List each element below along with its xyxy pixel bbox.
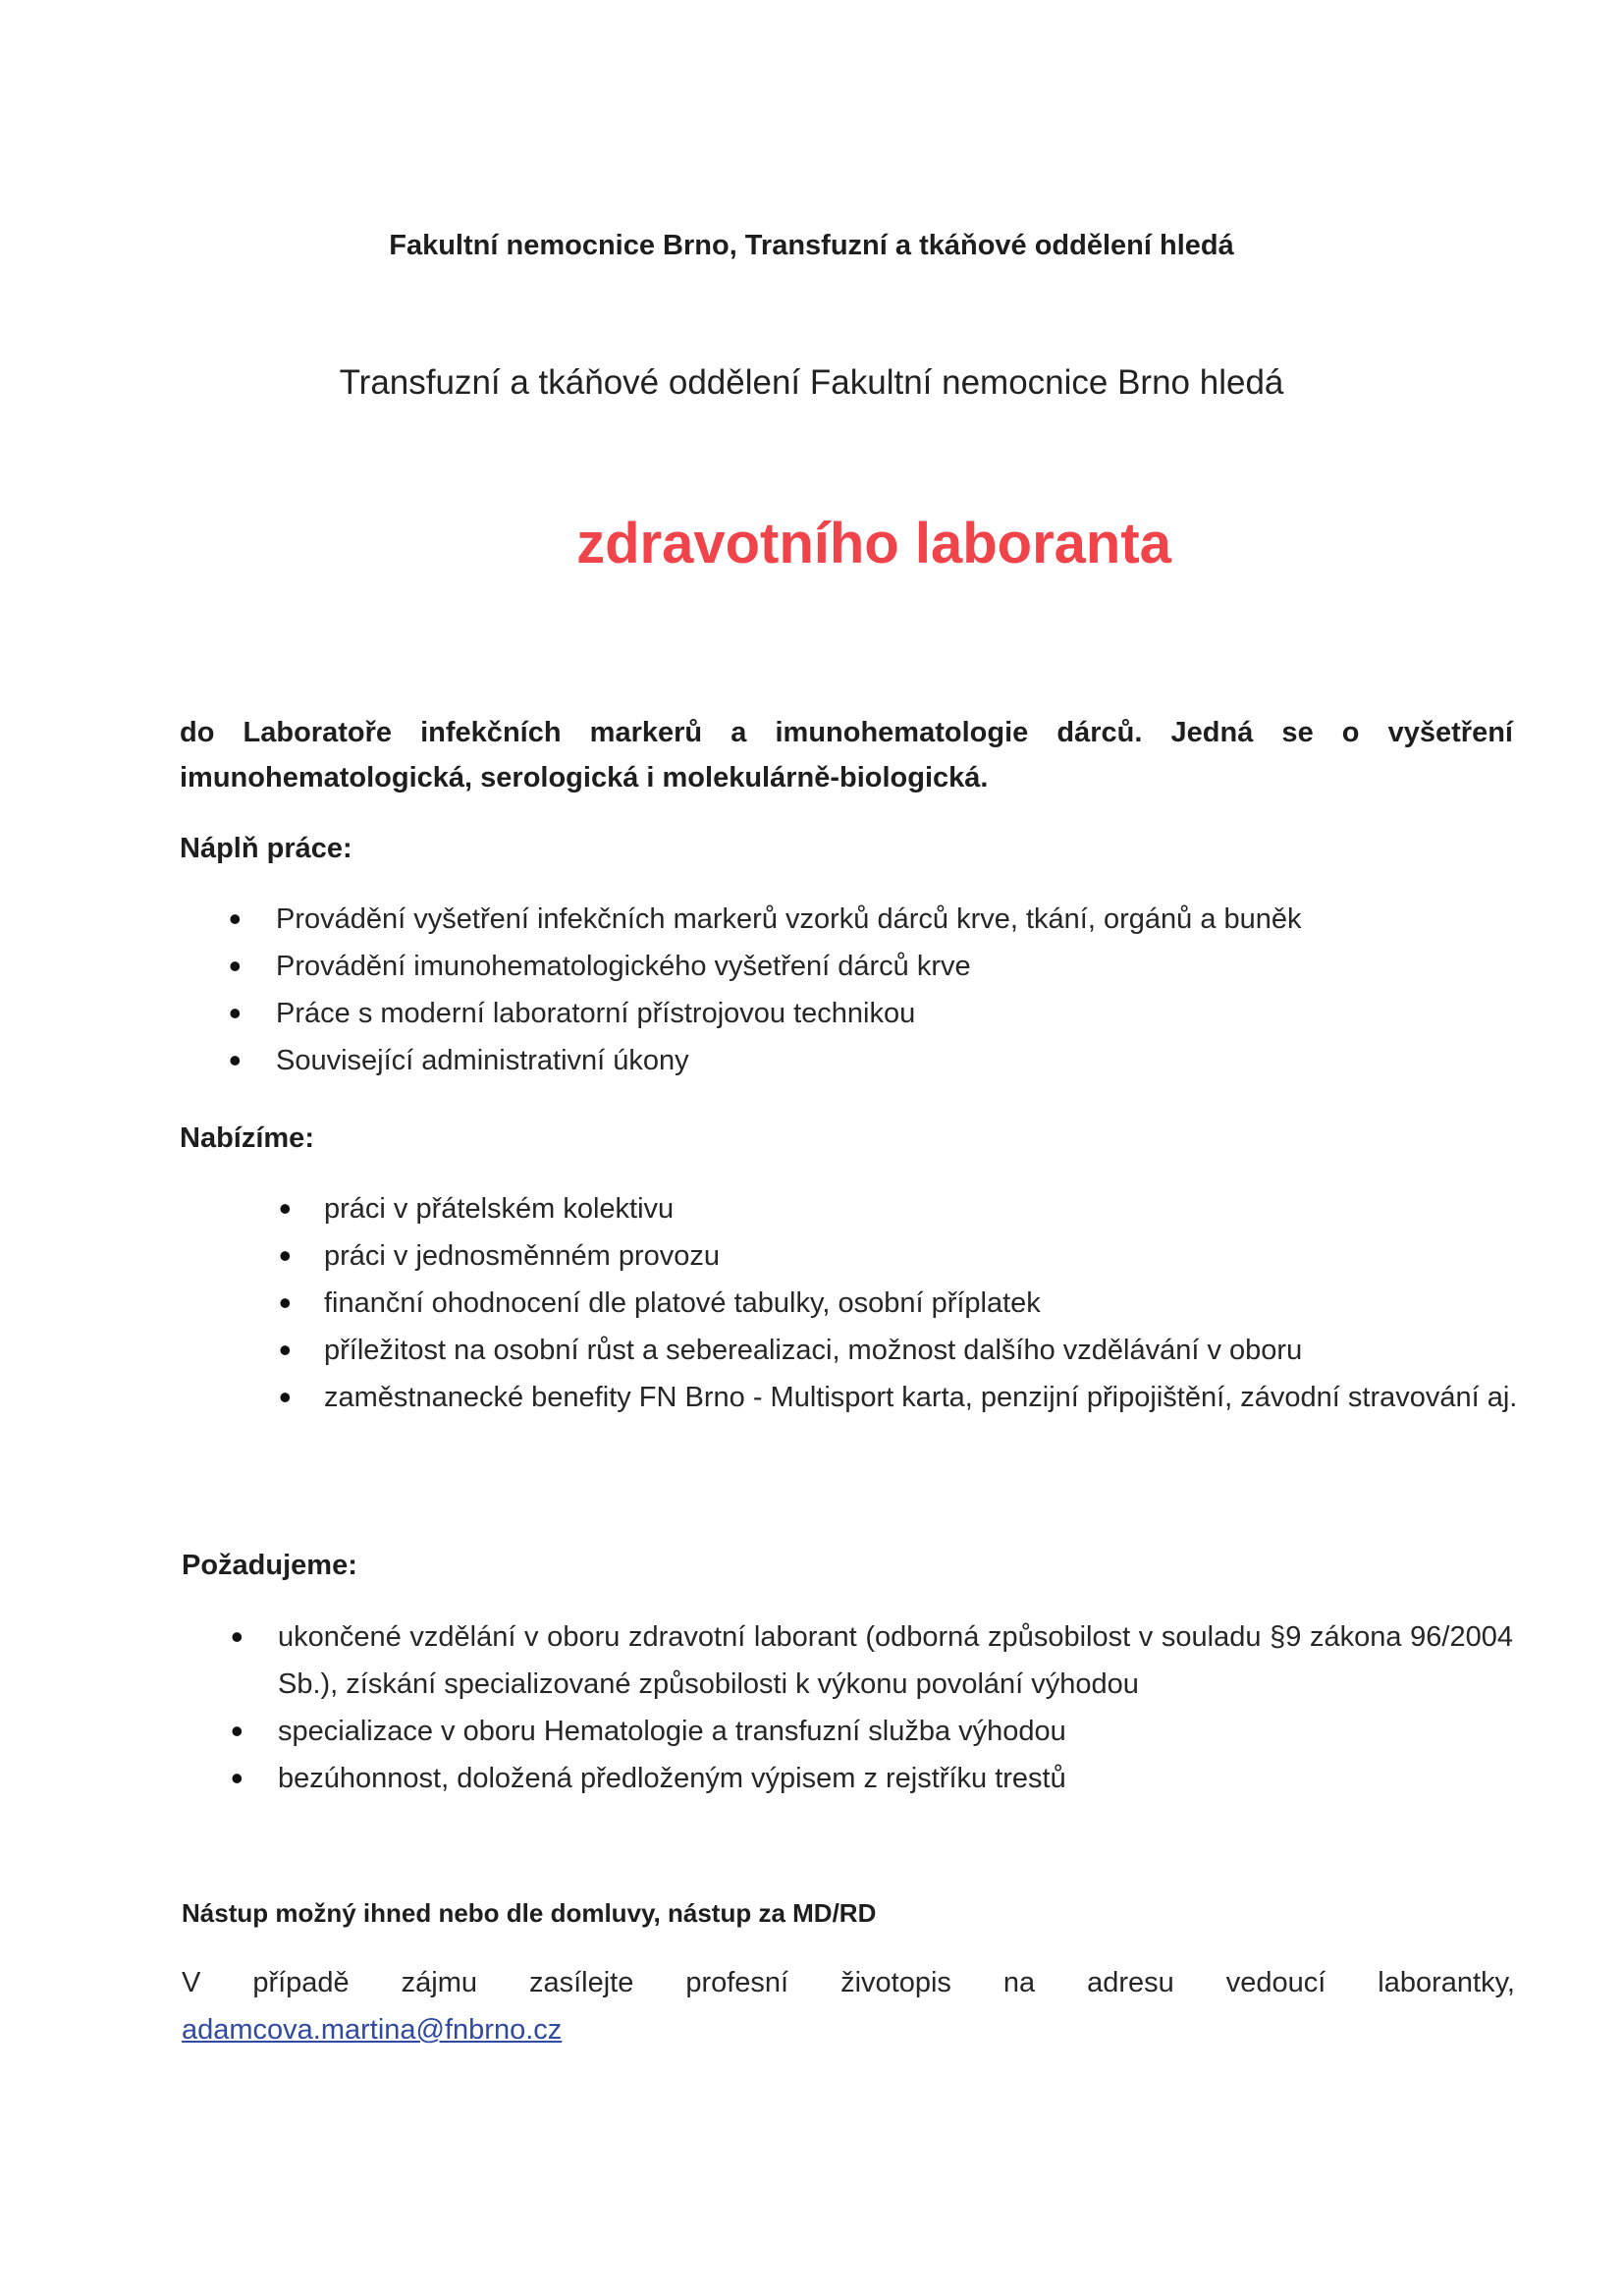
list-item: • bezúhonnost, doložená předloženým výpisem z rejstříku trestů (278, 1755, 1513, 1802)
offers-list (324, 1185, 1527, 1421)
list-item: • finanční ohodnocení dle platové tabulky, osobní příplatek (324, 1280, 1527, 1327)
offers-label: Nabízíme: (180, 1122, 314, 1154)
start-note: Nástup možný ihned nebo dle domluvy, nástup za MD/RD (182, 1898, 877, 1928)
contact-text: V případě zájmu zasílejte profesní životopis na adresu vedoucí laborantky, (182, 1967, 1515, 1998)
requirements-label: Požadujeme: (182, 1550, 357, 1581)
list-item: • Související administrativní úkony (276, 1037, 1523, 1084)
list-item: • Provádění vyšetření infekčních markerů vzorků dárců krve, tkání, orgánů a buněk (276, 896, 1523, 943)
list-item: • zaměstnanecké benefity FN Brno - Multisport karta, penzijní připojištění, závodní stravování aj. (324, 1374, 1527, 1421)
list-item: • práci v jednosměnném provozu (324, 1232, 1527, 1280)
list-item: • specializace v oboru Hematologie a transfuzní služba výhodou (278, 1708, 1513, 1755)
list-item: • Práce s moderní laboratorní přístrojovou technikou (276, 990, 1523, 1037)
job-title: zdravotního laboranta (576, 512, 1171, 575)
email-link[interactable]: adamcova.martina@fnbrno.cz (182, 2014, 563, 2046)
list-item: • ukončené vzdělání v oboru zdravotní laborant (odborná způsobilost v souladu §9 zákona 96/2004 Sb.), získání specializované způsobilosti k výkonu povolání výhodou (278, 1613, 1513, 1708)
list-item: • příležitost na osobní růst a seberealizaci, možnost dalšího vzdělávání v oboru (324, 1327, 1527, 1374)
list-item: • práci v přátelském kolektivu (324, 1185, 1527, 1232)
intro-paragraph: do Laboratoře infekčních markerů a imunohematologie dárců. Jedná se o vyšetření imunohematologická, serologická i molekulárně-biologická. (180, 717, 1513, 793)
list-item: • Provádění imunohematologického vyšetření dárců krve (276, 943, 1523, 990)
page-subheader: Transfuzní a tkáňové oddělení Fakultní nemocnice Brno hledá (339, 363, 1284, 402)
duties-list (276, 896, 1523, 1084)
duties-label: Náplň práce: (180, 833, 352, 864)
requirements-list (278, 1613, 1513, 1802)
page-header: Fakultní nemocnice Brno, Transfuzní a tkáňové oddělení hledá (389, 230, 1234, 261)
